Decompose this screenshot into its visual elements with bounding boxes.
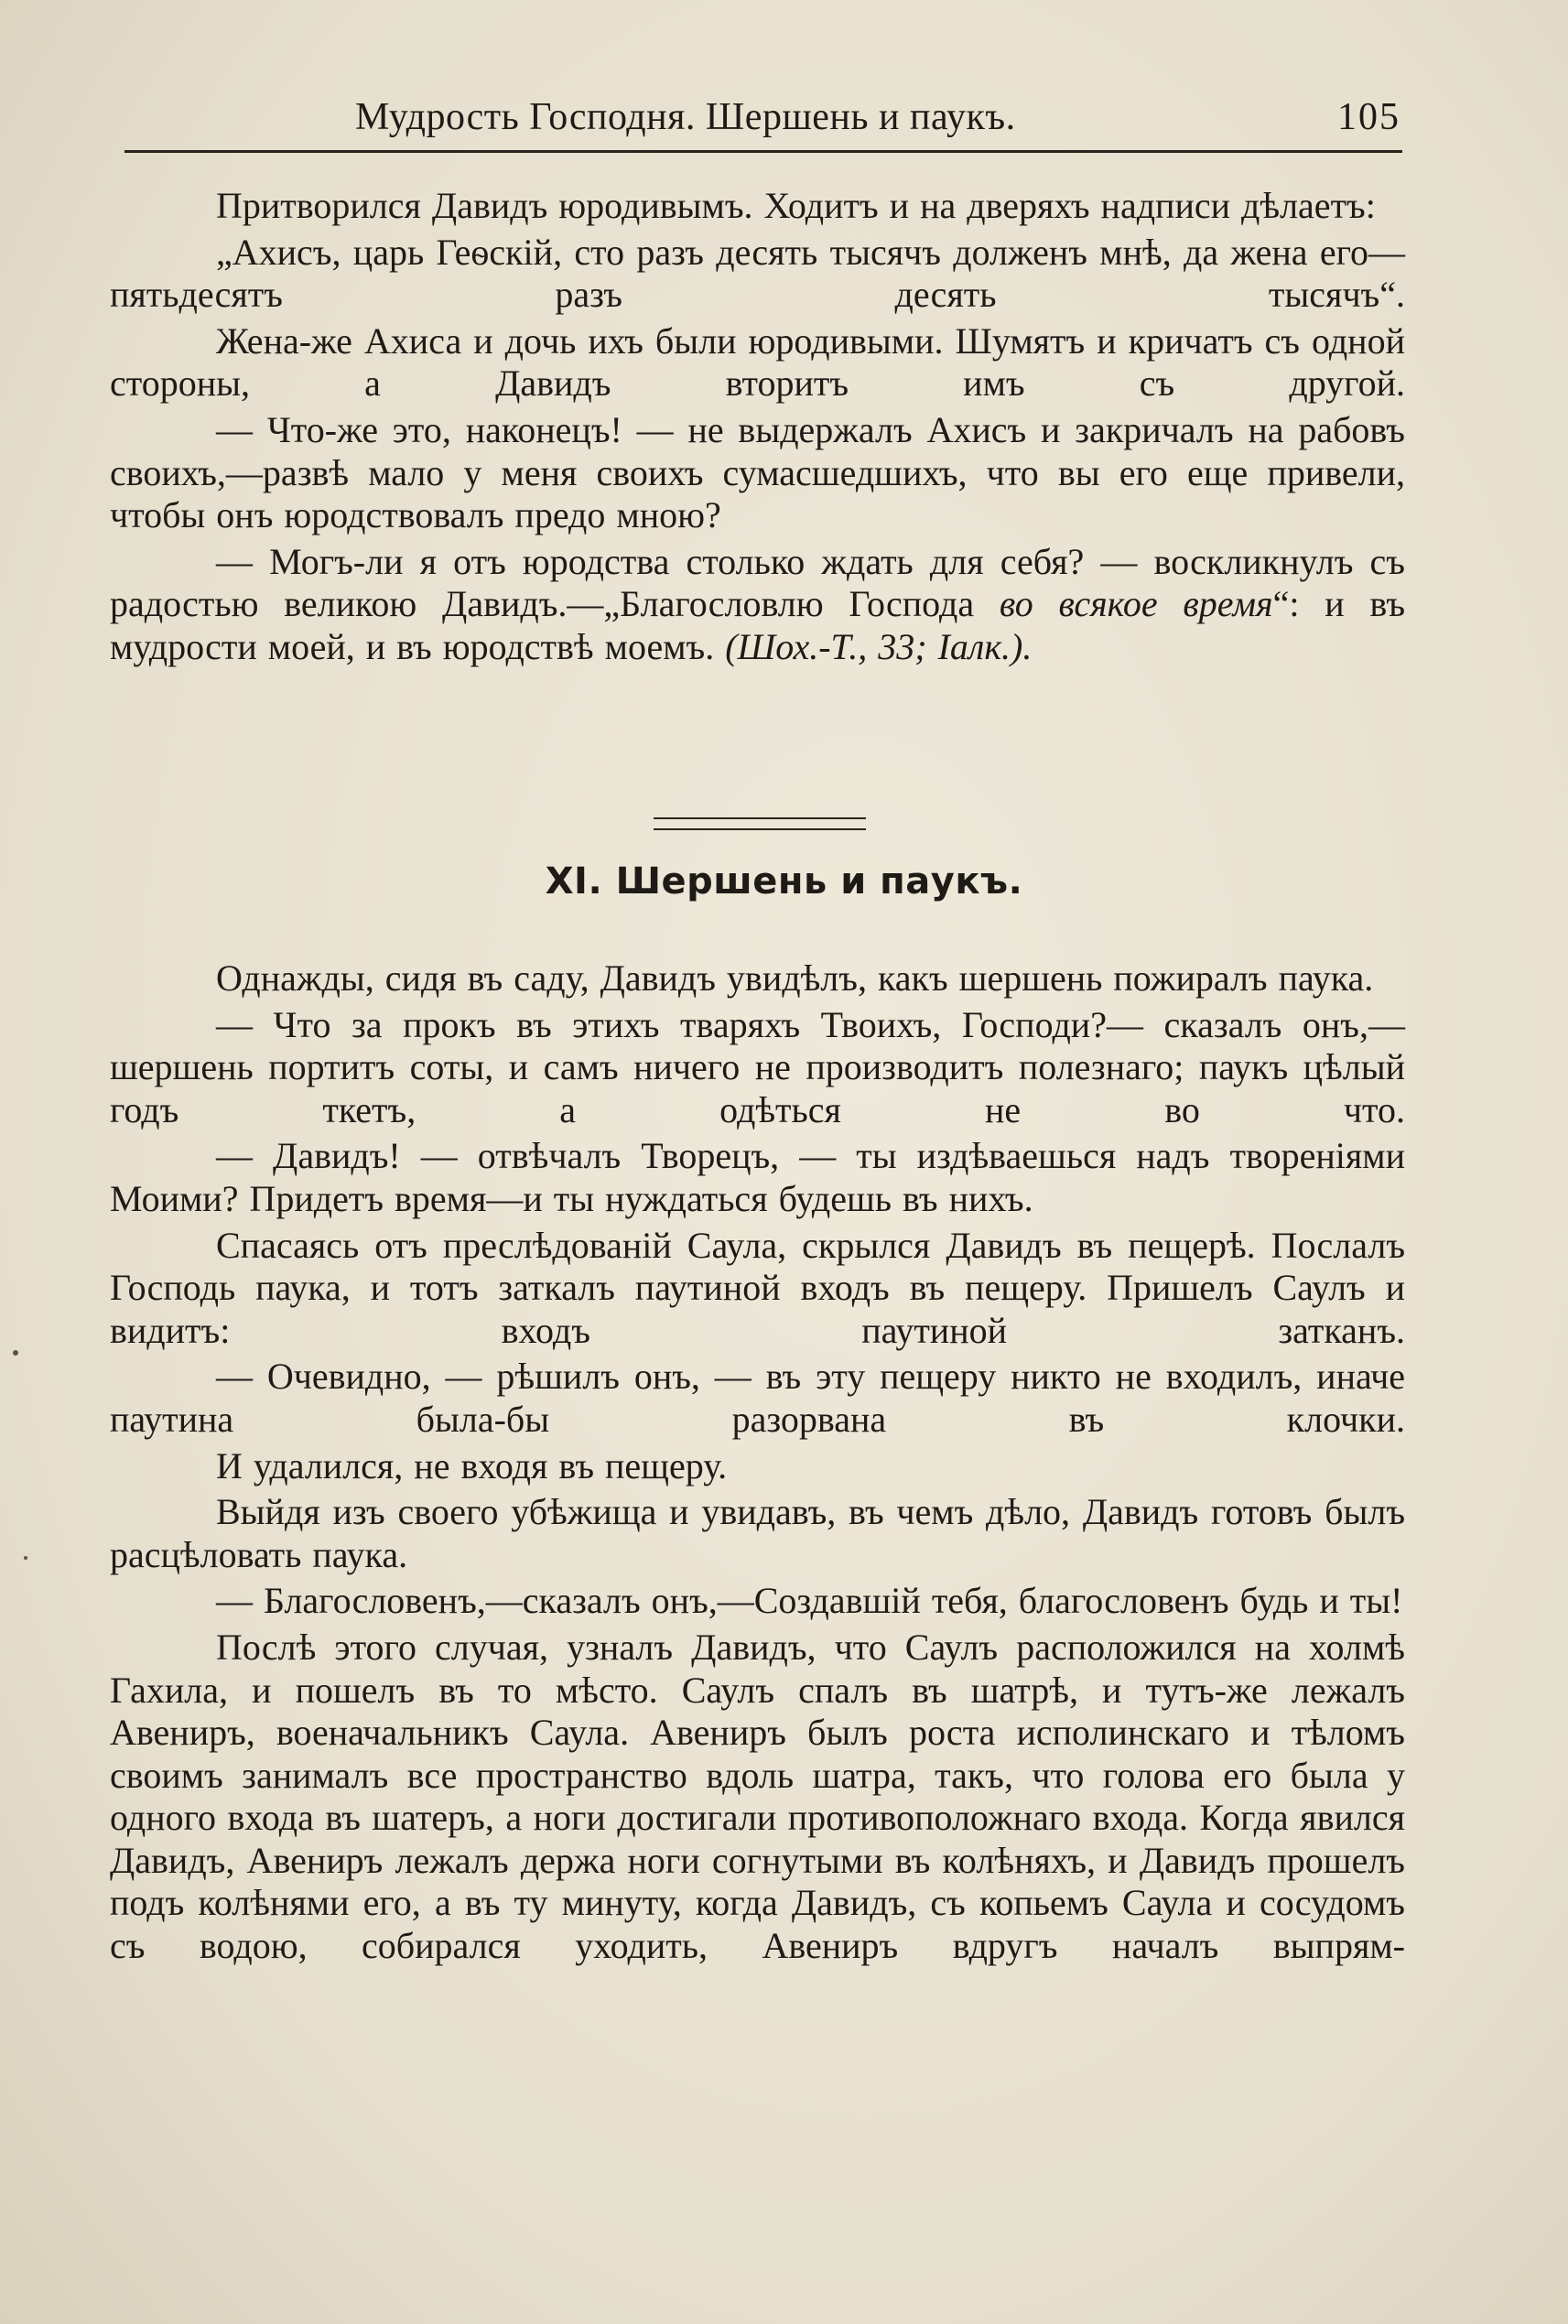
paragraph: — Давидъ! — отвѣчалъ Творецъ, — ты издѣваешься надъ твореніями Моими? Придетъ время—и ты нуждаться будешь въ нихъ. — [110, 1135, 1405, 1219]
page-header — [124, 92, 1400, 150]
paragraph: Жена-же Ахиса и дочь ихъ были юродивыми. Шумятъ и кричатъ съ одной стороны, а Давидъ вторитъ имъ съ другой. — [110, 319, 1405, 405]
paper-speck — [13, 1350, 18, 1356]
paragraph — [110, 541, 1405, 669]
paragraph: — Очевидно, — рѣшилъ онъ, — въ эту пещеру никто не входилъ, иначе паутина была-бы разорвана въ клочки. — [110, 1356, 1405, 1440]
paragraph: — Что за прокъ въ этихъ тваряхъ Твоихъ, Господи?— сказалъ онъ,—шершень портитъ соты, и самъ ничего не производитъ полезнаго; паукъ цѣлый годъ ткетъ, а одѣться не во что. — [110, 1003, 1405, 1130]
paragraph-text: — Могъ-ли я отъ юродства столько ждать для себя? — воскликнулъ съ радостью великою Давидъ.—„Благословлю Господа — [110, 540, 1405, 625]
header-rule — [124, 150, 1402, 153]
running-title: Мудрость Господня. Шершень и паукъ. — [355, 96, 1016, 138]
section-body — [110, 957, 1405, 1972]
italic-quote: во всякое время — [999, 583, 1273, 625]
paragraph: Притворился Давидъ юродивымъ. Ходитъ и на дверяхъ надписи дѣлаетъ: — [216, 185, 1376, 226]
section-heading: XI. Шершень и паукъ. — [545, 860, 1023, 903]
paragraph: Выйдя изъ своего убѣжища и увидавъ, въ чемъ дѣло, Давидъ готовъ былъ расцѣловать паука. — [110, 1491, 1405, 1575]
paragraph: Спасаясь отъ преслѣдованій Саула, скрылся Давидъ въ пещерѣ. Послалъ Господь паука, и тотъ заткалъ паутиной входъ въ пещеру. Пришелъ Саулъ и видитъ: входъ паутиной затканъ. — [110, 1224, 1405, 1351]
paragraph: Однажды, сидя въ саду, Давидъ увидѣлъ, какъ шершень пожиралъ паука. — [216, 957, 1374, 999]
source-citation: (Шох.-Т., 33; Іалк.). — [725, 625, 1033, 667]
paragraph-text: “: и въ мудрости моей, и въ юродствѣ моемъ. — [110, 583, 1405, 667]
page-number: 105 — [1337, 96, 1400, 138]
paper-speck — [24, 1556, 27, 1560]
paragraph: Послѣ этого случая, узналъ Давидъ, что Саулъ расположился на холмѣ Гахила, и пошелъ въ то мѣсто. Саулъ спалъ въ шатрѣ, и тутъ-же лежалъ Авениръ, военачальникъ Саула. Авениръ былъ роста исполинскаго и тѣломъ своимъ занималъ все пространство вдоль шатра, такъ, что голова его была у одного входа въ шатеръ, а ноги достигали противоположнаго входа. Когда явился Давидъ, Авениръ лежалъ держа ноги согнутыми въ колѣняхъ, и Давидъ прошелъ подъ колѣнями его, а въ ту минуту, когда Давидъ, съ копьемъ Саула и сосудомъ съ водою, собирался уходить, Авениръ вдругъ началъ выпрям- — [110, 1626, 1405, 1967]
paragraph: — Что-же это, наконецъ! — не выдержалъ Ахисъ и закричалъ на рабовъ своихъ,—развѣ мало у меня своихъ сумасшедшихъ, что вы его еще привели, чтобы онъ юродствовалъ предо мною? — [110, 408, 1405, 536]
paragraph: — Благословенъ,—сказалъ онъ,—Создавшій тебя, благословенъ будь и ты! — [216, 1580, 1403, 1622]
paragraph: „Ахисъ, царь Геѳскій, сто разъ десять тысячъ долженъ мнѣ, да жена его—пятьдесятъ разъ десять тысячъ“. — [110, 231, 1405, 316]
chapter-continuation — [110, 185, 1405, 673]
paragraph: И удалился, не входя въ пещеру. — [216, 1444, 728, 1486]
section-divider — [654, 817, 866, 830]
